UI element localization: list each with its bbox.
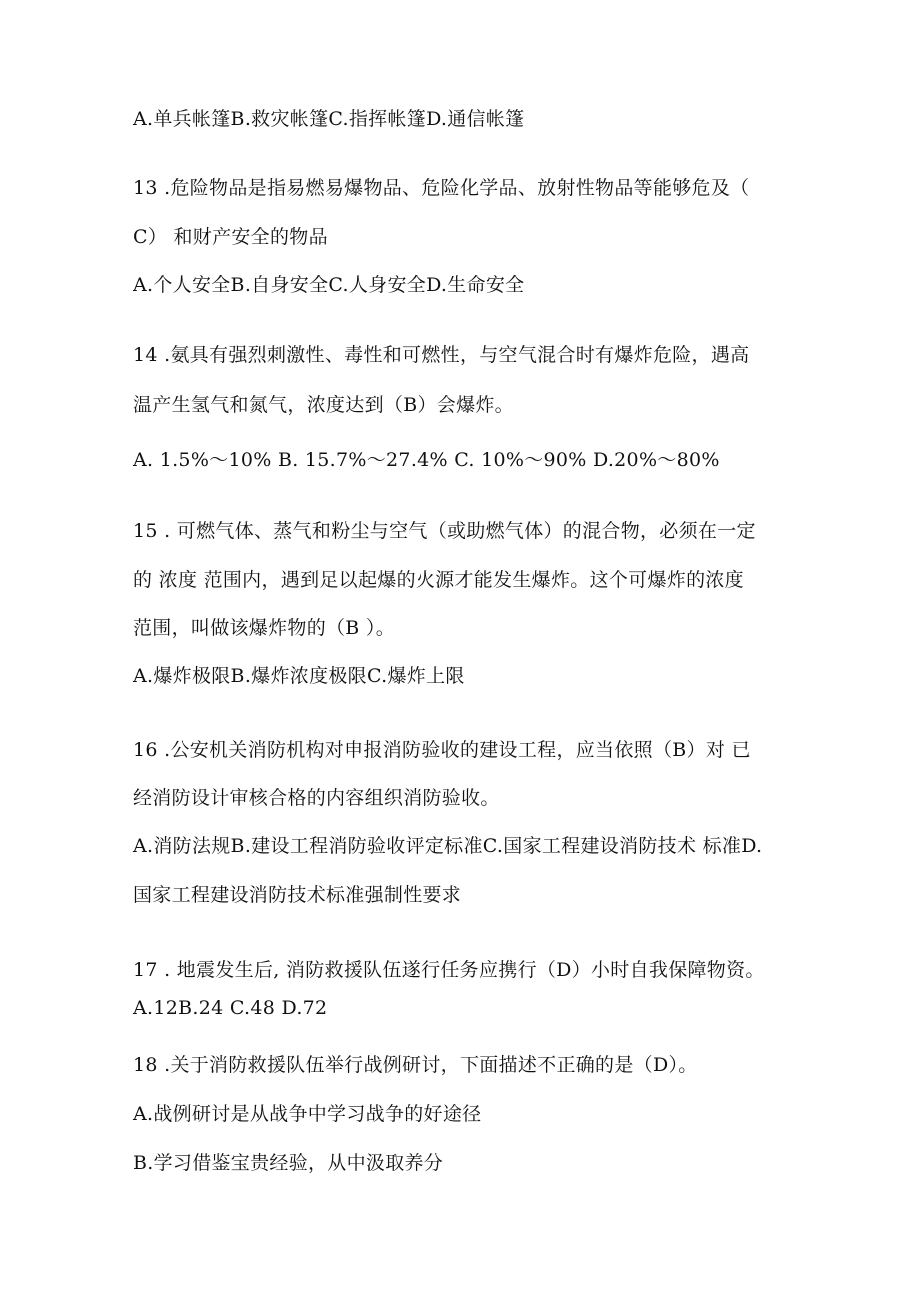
q14-question-line-2: 温产生氢气和氮气，浓度达到（B）会爆炸。 bbox=[133, 394, 514, 416]
q15-question-line-1: 15 . 可燃气体、蒸气和粉尘与空气（或助燃气体）的混合物，必须在一定 bbox=[133, 520, 756, 542]
q18-option-a: A.战例研讨是从战争中学习战争的好途径 bbox=[133, 1103, 482, 1125]
q14-question-line-1: 14 .氨具有强烈刺激性、毒性和可燃性，与空气混合时有爆炸危险，遇高 bbox=[133, 344, 750, 366]
q14-options: A. 1.5%～10% B. 15.7%～27.4% C. 10%～90% D.20%～80% bbox=[133, 449, 720, 471]
q12-options: A.单兵帐篷B.救灾帐篷C.指挥帐篷D.通信帐篷 bbox=[133, 108, 525, 130]
q16-question-line-1: 16 .公安机关消防机构对申报消防验收的建设工程，应当依照（B）对 已 bbox=[133, 739, 751, 761]
q15-question-line-2: 的 浓度 范围内，遇到足以起爆的火源才能发生爆炸。这个可爆炸的浓度 bbox=[133, 569, 744, 591]
q13-options: A.个人安全B.自身安全C.人身安全D.生命安全 bbox=[133, 274, 525, 296]
q18-option-b: B.学习借鉴宝贵经验，从中汲取养分 bbox=[133, 1152, 444, 1174]
q13-question-line-1: 13 .危险物品是指易燃易爆物品、危险化学品、放射性物品等能够危及（ bbox=[133, 177, 750, 199]
q16-question-line-2: 经消防设计审核合格的内容组织消防验收。 bbox=[133, 787, 500, 809]
q15-options: A.爆炸极限B.爆炸浓度极限C.爆炸上限 bbox=[133, 665, 465, 687]
q17-question: 17 . 地震发生后, 消防救援队伍遂行任务应携行（D）小时自我保障物资。 bbox=[133, 959, 765, 981]
q18-question: 18 .关于消防救援队伍举行战例研讨，下面描述不正确的是（D）。 bbox=[133, 1054, 698, 1076]
q15-question-line-3: 范围，叫做该爆炸物的（B ）。 bbox=[133, 617, 396, 639]
q17-options: A.12B.24 C.48 D.72 bbox=[133, 997, 328, 1019]
q16-options-line-1: A.消防法规B.建设工程消防验收评定标准C.国家工程建设消防技术 标准D. bbox=[133, 835, 763, 857]
q16-options-line-2: 国家工程建设消防技术标准强制性要求 bbox=[133, 884, 462, 906]
q13-question-line-2: C） 和财产安全的物品 bbox=[133, 226, 328, 248]
